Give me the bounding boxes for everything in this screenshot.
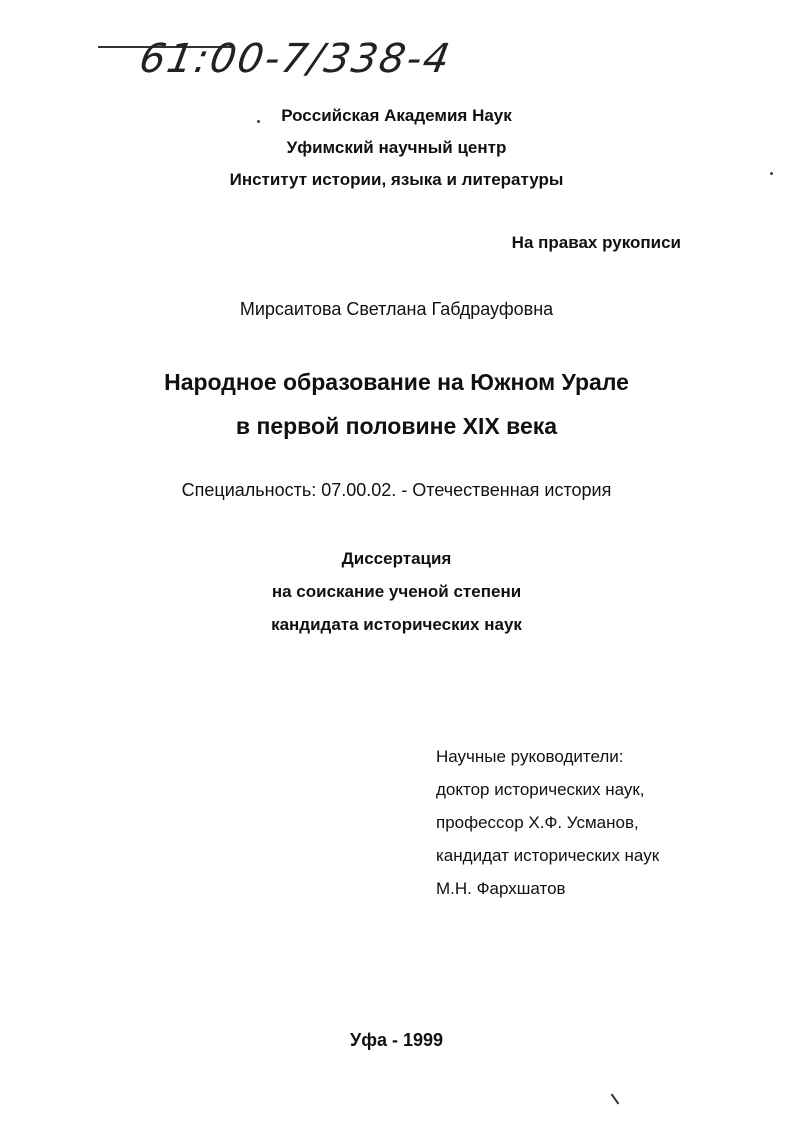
institution-institute: Институт истории, языка и литературы bbox=[229, 170, 564, 189]
dissertation-title bbox=[0, 360, 793, 448]
title-line-2: в первой половине XIX века bbox=[235, 413, 558, 439]
supervisors-heading: Научные руководители: bbox=[436, 747, 624, 766]
degree-line-2: на соискание ученой степени bbox=[271, 582, 522, 601]
supervisor-line-1: доктор исторических наук, bbox=[436, 780, 645, 799]
city-year: Уфа - 1999 bbox=[350, 1030, 443, 1050]
institution-center: Уфимский научный центр bbox=[286, 138, 507, 157]
title-line-1: Народное образование на Южном Урале bbox=[164, 369, 629, 395]
pen-mark bbox=[611, 1094, 620, 1105]
degree-block bbox=[0, 542, 793, 641]
archive-code-stamp: 61:00-7/338-4 bbox=[135, 36, 455, 82]
supervisor-line-4: М.Н. Фархшатов bbox=[436, 879, 566, 898]
institution-academy: Российская Академия Наук bbox=[281, 106, 512, 125]
author-name: Мирсаитова Светлана Габдрауфовна bbox=[239, 299, 554, 319]
specialty-line: Специальность: 07.00.02. - Отечественная история bbox=[181, 480, 612, 500]
supervisors-block bbox=[436, 740, 659, 905]
institution-block bbox=[0, 100, 793, 196]
supervisor-line-3: кандидат исторических наук bbox=[436, 846, 660, 865]
supervisor-line-2: профессор Х.Ф. Усманов, bbox=[436, 813, 639, 832]
degree-line-3: кандидата исторических наук bbox=[271, 615, 522, 634]
degree-line-1: Диссертация bbox=[341, 549, 452, 568]
rights-note: На правах рукописи bbox=[511, 233, 681, 252]
